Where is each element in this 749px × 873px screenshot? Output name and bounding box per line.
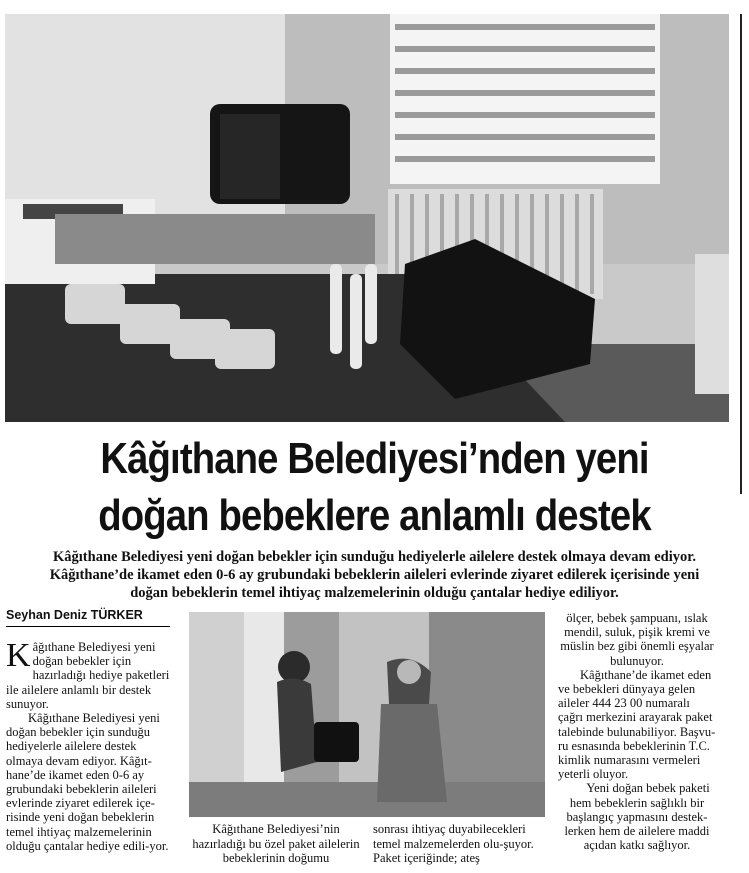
lead-paragraph: [6, 637, 174, 711]
drop-cap: K: [6, 637, 31, 674]
lead-text: âğıthane Belediyesi yeni doğan bebekler için hazırladığı hediye paketleri ile ailelere anlamlı bir destek sunuyor.: [6, 640, 170, 711]
byline: Seyhan Deniz TÜRKER: [6, 608, 143, 622]
headline-line-2: doğan bebeklere anlamlı destek: [98, 491, 651, 540]
top-photo-baby-gift-packages: [5, 14, 729, 422]
headline-line-1: Kâğıthane Belediyesi’nden yeni: [100, 434, 649, 483]
photo-caption-part-1: Kâğıthane Belediyesi’nin hazırladığı bu özel paket ailelerin bebeklerinin doğumu: [192, 822, 360, 865]
body-paragraph: ölçer, bebek şampuanı, ıslak mendil, suluk, pişik kremi ve müslin bez gibi önemli eşyalar bulunuyor.: [560, 611, 714, 668]
column-rule: [740, 14, 742, 494]
byline-rule: [6, 626, 170, 627]
mid-photo-home-visit: [189, 612, 545, 817]
body-paragraph: Kâğıthane Belediyesi yeni doğan bebekler için sunduğu hediyelerle ailelere destek olmaya devam ediyor. Kâğıt-hane’de ikamet eden 0-6 ay grubundaki bebeklerin aileleri evlerinde ziyaret edilerek içe-risinde yeni doğan bebeklerin temel ihtiyaç malzemelerinin olduğu çantalar hediye edili-yor.: [6, 711, 169, 853]
photo-caption-part-2: sonrası ihtiyaç duyabilecekleri temel malzemelerden olu-şuyor. Paket içeriğinde; ateş: [373, 822, 534, 865]
article-column-1: [6, 637, 174, 853]
body-paragraph: Kâğıthane’de ikamet eden ve bebekleri dünyaya gelen aileler 444 23 00 numaralı çağrı merkezini arayarak paket talebinde bulunabiliyor. Başvu-ru esnasında bebeklerinin T.C. kimlik numarasını vermeleri yeterli oluyor.: [558, 667, 716, 782]
subhead-line-1: Kâğıthane Belediyesi yeni doğan bebekler için sunduğu hediyelerle ailelere destek olmaya devam ediyor.: [53, 549, 696, 565]
article-column-3: [558, 611, 716, 852]
body-paragraph: Yeni doğan bebek paketi hem bebeklerin sağlıklı bir başlangıç yapmasını destek-lerken hem de ailelere maddi açıdan katkı sağlıyor.: [564, 781, 710, 853]
subhead-line-2: Kâğıthane’de ikamet eden 0-6 ay grubundaki bebeklerin aileleri evlerinde ziyaret edilerek içerisinde yeni: [49, 567, 700, 583]
subhead-line-3: doğan bebeklerin temel ihtiyaç malzemelerinin olduğu çantalar hediye ediliyor.: [130, 585, 619, 601]
